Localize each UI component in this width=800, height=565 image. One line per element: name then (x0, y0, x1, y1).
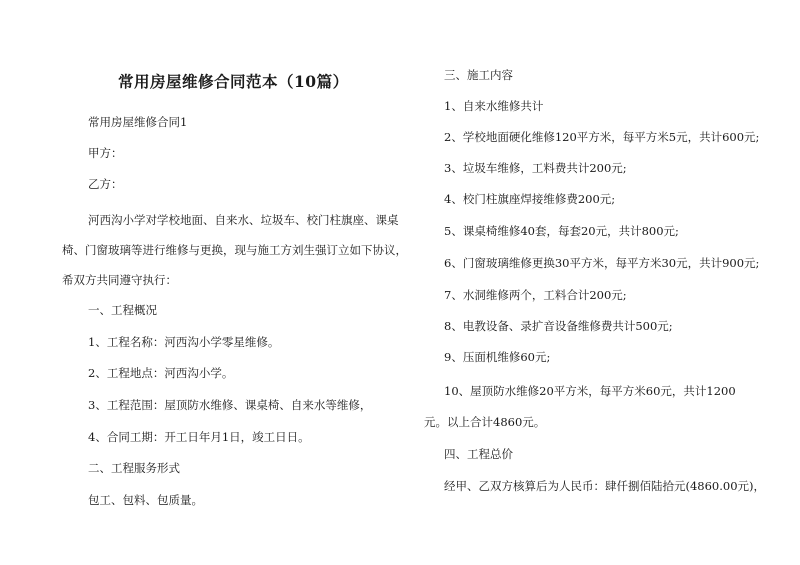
section-3-heading: 三、施工内容 (444, 68, 513, 82)
section-4-heading: 四、工程总价 (444, 447, 513, 461)
section-2-heading: 二、工程服务形式 (88, 461, 180, 475)
party-a-label: 甲方： (88, 146, 123, 160)
section-3-item: 5、课桌椅维修40套，每套20元，共计800元; (444, 224, 679, 238)
intro-paragraph: 河西沟小学对学校地面、自来水、垃圾车、校门柱旗座、课桌椅、门窗玻璃等进行维修与更换，现与施工方刘生强订立如下协议，希双方共同遵守执行： (62, 213, 407, 287)
section-1-item: 4、合同工期：开工日年月1日，竣工日日。 (88, 430, 310, 444)
section-3-item-10: 10、屋顶防水维修20平方米，每平方米60元，共计1200元。以上合计4860元。 (424, 384, 736, 429)
party-b-label: 乙方： (88, 177, 123, 191)
section-3-item: 7、水洞维修两个，工料合计200元; (444, 288, 627, 302)
section-1-heading: 一、工程概况 (88, 303, 157, 317)
section-3-item: 2、学校地面硬化维修120平方米，每平方米5元，共计600元; (444, 130, 760, 144)
section-3-item: 6、门窗玻璃维修更换30平方米，每平方米30元，共计900元; (444, 256, 760, 270)
section-1-item: 1、工程名称：河西沟小学零星维修。 (88, 335, 280, 349)
section-1-item: 3、工程范围：屋顶防水维修、课桌椅、自来水等维修， (88, 398, 372, 412)
section-1-item: 2、工程地点：河西沟小学。 (88, 366, 234, 380)
section-4-body: 经甲、乙双方核算后为人民币：肆仟捌佰陆拾元(4860.00元)， (444, 479, 766, 493)
section-3-item: 3、垃圾车维修，工料费共计200元; (444, 161, 627, 175)
contract-subtitle: 常用房屋维修合同1 (88, 115, 188, 129)
section-3-item: 1、自来水维修共计 (444, 99, 544, 113)
section-3-item: 8、电教设备、录扩音设备维修费共计500元; (444, 319, 673, 333)
section-3-item: 9、压面机维修60元; (444, 350, 551, 364)
section-3-item: 4、校门柱旗座焊接维修费200元; (444, 192, 616, 206)
document-title: 常用房屋维修合同范本（10篇） (118, 72, 349, 91)
section-2-body: 包工、包料、包质量。 (88, 493, 203, 507)
